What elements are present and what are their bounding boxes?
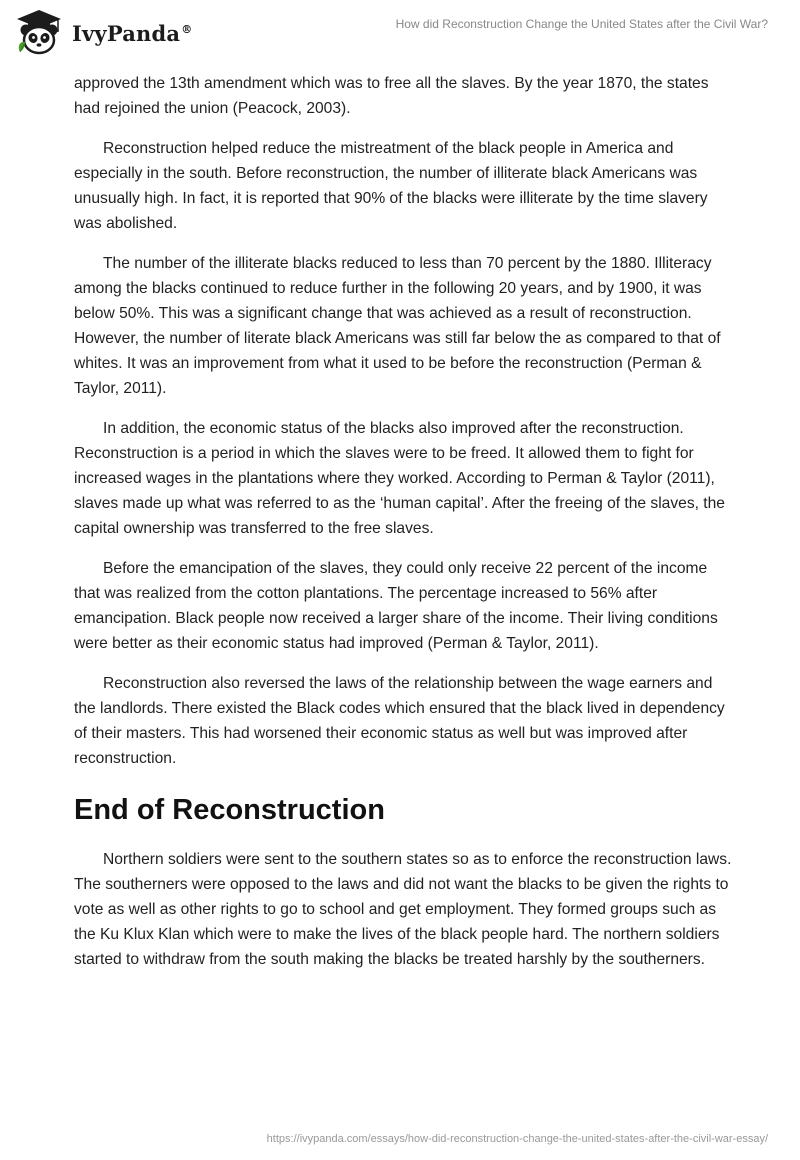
paragraph: The number of the illiterate blacks reduced to less than 70 percent by the 1880. Illiteracy among the blacks continued to reduce further in the following 20 years, and by 1900, it was below 50%. This was a significant change that was achieved as a result of reconstruction. However, the number of literate black Americans was still far below the as compared to that of whites. It was an improvement from what it used to be before the reconstruction (Perman & Taylor, 2011). [74,255,721,397]
paragraph: approved the 13th amendment which was to free all the slaves. By the year 1870, the states had rejoined the union (Peacock, 2003). [74,75,709,117]
ivypanda-logo[interactable] [14,8,192,58]
registered-mark: ® [181,22,193,36]
paragraph: Northern soldiers were sent to the southern states so as to enforce the reconstruction laws. The southerners were opposed to the laws and did not want the blacks to be given the rights to vote as well as other rights to go to school and get employment. They formed groups such as the Ku Klux Klan which were to make the lives of the black people hard. The northern soldiers started to withdraw from the south making the blacks be treated harshly by the southerners. [74,851,732,968]
paragraph: In addition, the economic status of the blacks also improved after the reconstruction. Reconstruction is a period in which the slaves were to be freed. It allowed them to fight for increased wages in the plantations where they worked. According to Perman & Taylor (2011), slaves made up what was referred to as the ‘human capital’. After the freeing of the slaves, the capital ownership was transferred to the free slaves. [74,420,725,537]
document-title: How did Reconstruction Change the United States after the Civil War? [395,17,768,31]
paragraph: Before the emancipation of the slaves, they could only receive 22 percent of the income that was realized from the cotton plantations. The percentage increased to 56% after emancipation. Black people now received a larger share of the income. Their living conditions were better as their economic status had improved (Perman & Taylor, 2011). [74,560,718,652]
logo-wordmark: IvyPanda® [72,20,193,46]
panda-graduate-icon [14,8,64,58]
page-header [0,0,800,70]
source-url[interactable]: https://ivypanda.com/essays/how-did-reconstruction-change-the-united-states-after-the-civil-war-essay/ [266,1133,768,1145]
paragraph: Reconstruction helped reduce the mistreatment of the black people in America and especially in the south. Before reconstruction, the number of illiterate black Americans was unusually high. In fact, it is reported that 90% of the blacks were illiterate by the time slavery was abolished. [74,140,708,232]
paragraph: Reconstruction also reversed the laws of the relationship between the wage earners and the landlords. There existed the Black codes which ensured that the black lived in dependency of their masters. This had worsened their economic status as well but was improved after reconstruction. [74,675,725,767]
section-heading: End of Reconstruction [74,794,385,826]
essay-body [74,71,734,987]
